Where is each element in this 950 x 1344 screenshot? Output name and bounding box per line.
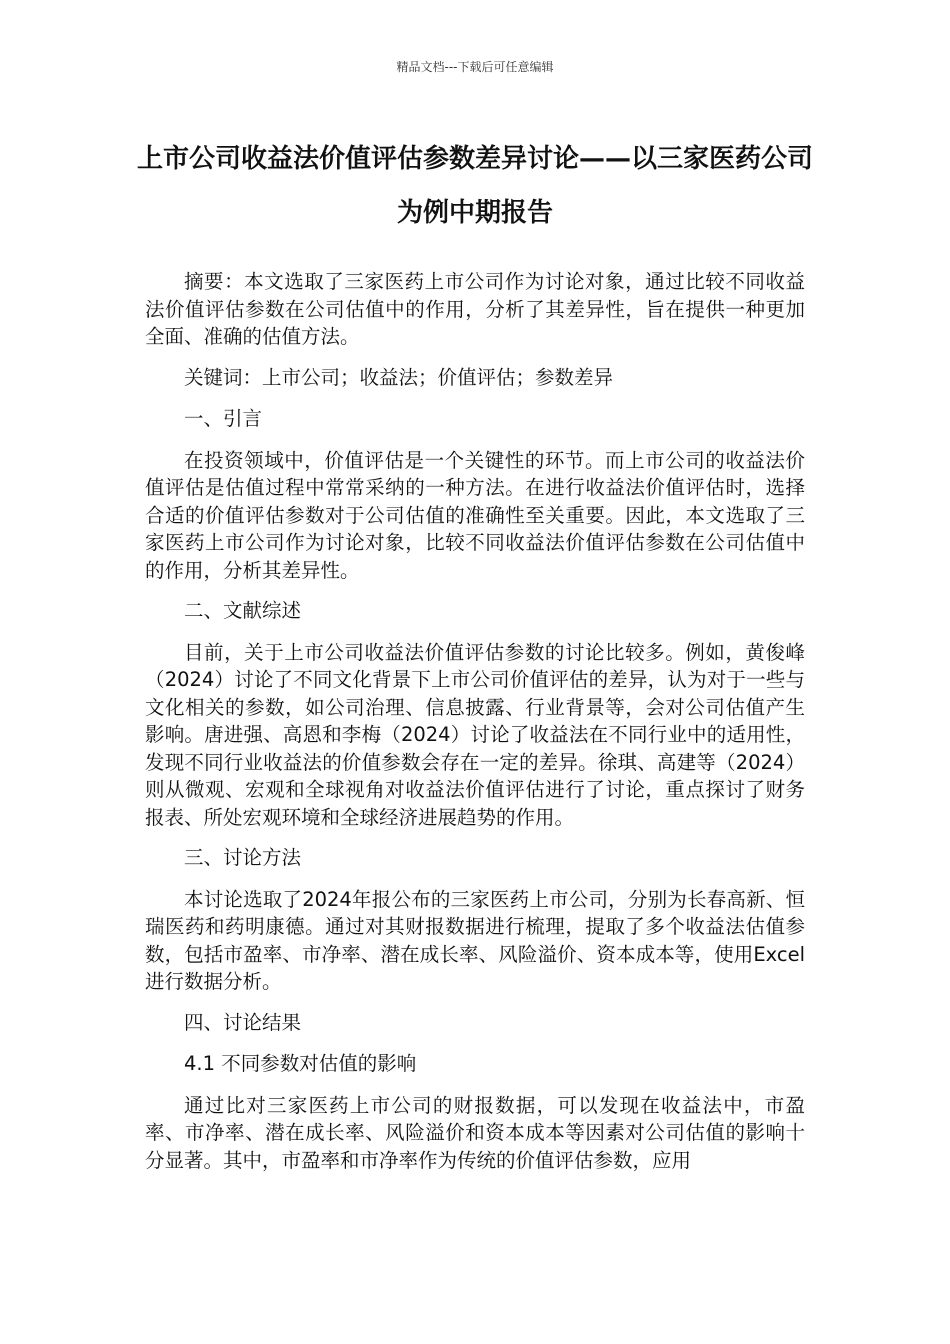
subsection-heading-parameter-impact: 4.1 不同参数对估值的影响 xyxy=(184,1052,417,1075)
section-heading-introduction: 一、引言 xyxy=(184,407,263,430)
method-paragraph: 本讨论选取了2024年报公布的三家医药上市公司，分别为长春高新、恒瑞医药和药明康德。通过对其财报数据进行梳理，提取了多个收益法估值参数，包括市盈率、市净率、潜在成长率、风险溢价、资本成本等，使用Excel进行数据分析。 xyxy=(145,887,805,993)
section-heading-results: 四、讨论结果 xyxy=(184,1010,302,1034)
document-title: 上市公司收益法价值评估参数差异讨论——以三家医药公司为例中期报告 xyxy=(136,144,813,228)
introduction-paragraph: 在投资领域中，价值评估是一个关键性的环节。而上市公司的收益法价值评估是估值过程中常常采纳的一种方法。在进行收益法价值评估时，选择合适的价值评估参数对于公司估值的准确性至关重要。因此，本文选取了三家医药上市公司作为讨论对象，比较不同收益法价值评估参数在公司估值中的作用，分析其差异性。 xyxy=(145,448,805,582)
abstract-paragraph: 摘要：本文选取了三家医药上市公司作为讨论对象，通过比较不同收益法价值评估参数在公司估值中的作用，分析了其差异性，旨在提供一种更加全面、准确的估值方法。 xyxy=(145,270,805,348)
page-header-note: 精品文档---下载后可任意编辑 xyxy=(396,60,554,74)
section-heading-literature-review: 二、文献综述 xyxy=(184,599,302,622)
results-paragraph: 通过比对三家医药上市公司的财报数据，可以发现在收益法中，市盈率、市净率、潜在成长率、风险溢价和资本成本等因素对公司估值的影响十分显著。其中，市盈率和市净率作为传统的价值评估参数，应用 xyxy=(145,1093,805,1172)
literature-review-paragraph: 目前，关于上市公司收益法价值评估参数的讨论比较多。例如，黄俊峰（2024）讨论了不同文化背景下上市公司价值评估的差异，认为对于一些与文化相关的参数，如公司治理、信息披露、行业背景等，会对公司估值产生影响。唐进强、高恩和李梅（2024）讨论了收益法在不同行业中的适用性，发现不同行业收益法的价值参数会存在一定的差异。徐琪、高建等（2024）则从微观、宏观和全球视角对收益法价值评估进行了讨论，重点探讨了财务报表、所处宏观环境和全球经济进展趋势的作用。 xyxy=(145,640,805,829)
keywords-paragraph: 关键词：上市公司；收益法；价值评估；参数差异 xyxy=(184,365,614,389)
section-heading-method: 三、讨论方法 xyxy=(184,846,302,869)
document-body xyxy=(145,268,805,1187)
